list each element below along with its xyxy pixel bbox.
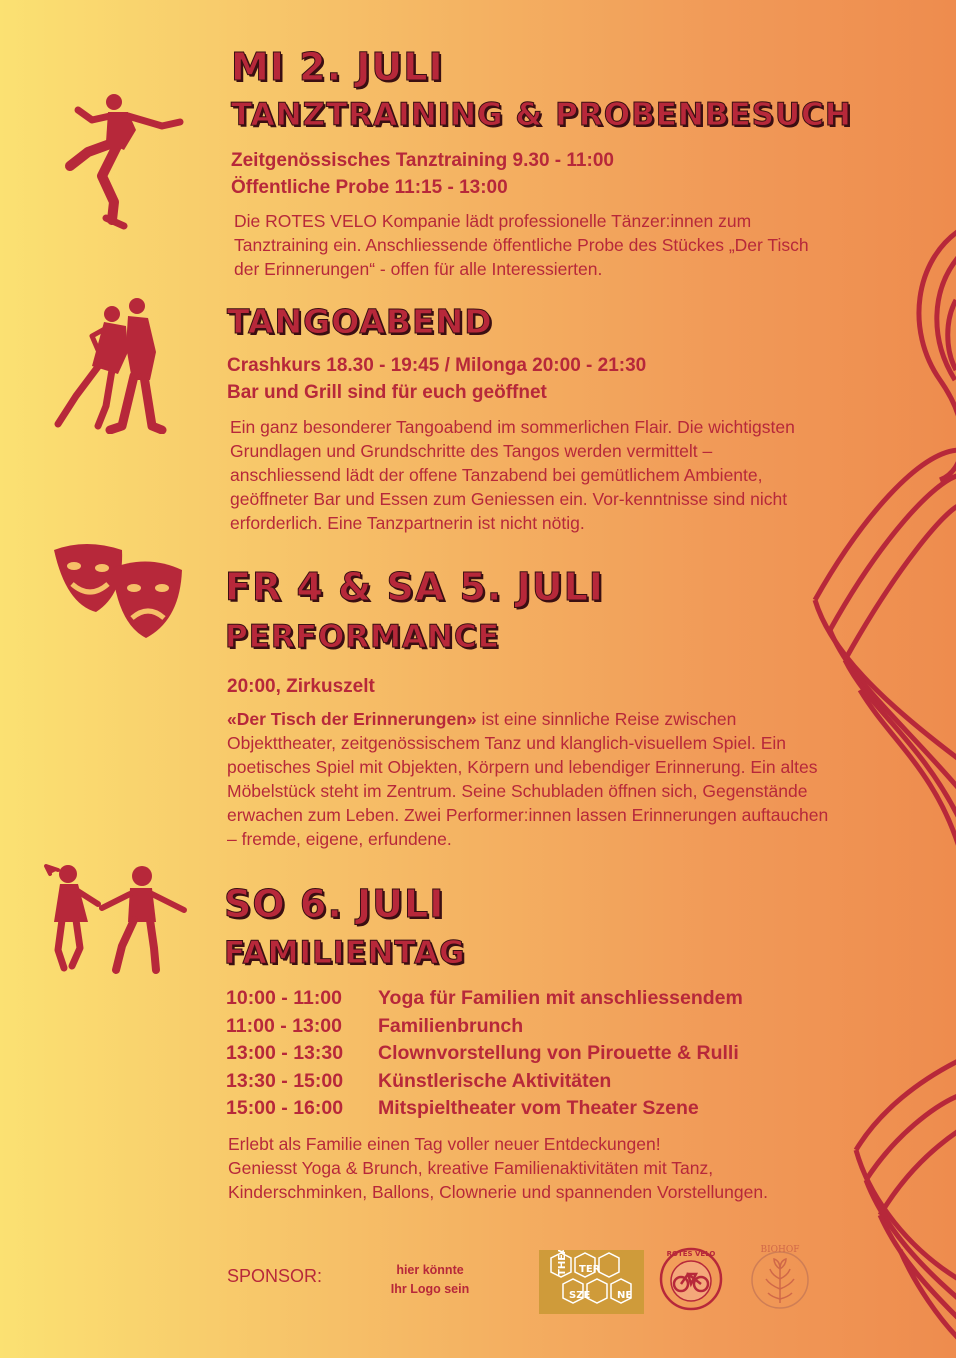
- schedule-activity: Mitspieltheater vom Theater Szene: [378, 1097, 699, 1119]
- section-4-title: SO 6. JULI: [224, 882, 445, 926]
- schedule-row: [226, 1097, 743, 1125]
- section-1-subtitle: TANZTRAINING & PROBENBESUCH: [231, 97, 852, 133]
- dancer-leaping-icon: [62, 90, 186, 232]
- schedule-time: 13:00 - 13:30: [226, 1042, 344, 1064]
- info-line: Öffentliche Probe 11:15 - 13:00: [231, 177, 508, 198]
- description-line: Objekttheater, zeitgenössischem Tanz und klanglich-visuellem Spiel. Ein: [227, 733, 787, 753]
- description-line: Kinderschminken, Ballons, Clownerie und spannenden Vorstellungen.: [228, 1182, 768, 1202]
- info-line: Bar und Grill sind für euch geöffnet: [227, 382, 547, 403]
- schedule-activity: Familienbrunch: [378, 1014, 524, 1037]
- logo-text: NE: [617, 1290, 633, 1301]
- logo-text: TER: [579, 1264, 601, 1275]
- info-line: Zeitgenössisches Tanztraining 9.30 - 11:00: [231, 150, 614, 171]
- section-1-title: MI 2. JULI: [231, 45, 444, 89]
- description-line: poetisches Spiel mit Objekten, Körpern und lebendiger Erinnerung. Ein altes: [227, 757, 818, 777]
- description-line: geöffneter Bar und Essen zum Geniessen ein. Vor-kenntnisse sind nicht: [230, 489, 788, 509]
- description-line: – fremde, eigene, erfundene.: [227, 829, 452, 849]
- schedule-activity: Künstlerische Aktivitäten: [378, 1069, 612, 1092]
- section-2-info: [227, 352, 646, 406]
- play-title: «Der Tisch der Erinnerungen»: [227, 709, 477, 729]
- schedule-row: [226, 1015, 743, 1043]
- description-line: Möbelstück steht im Zentrum. Seine Schubladen öffnen sich, Gegenstände: [227, 781, 808, 801]
- description-line: Ein ganz besonderer Tangoabend im sommerlichen Flair. Die wichtigsten: [230, 417, 795, 437]
- description-line: [227, 707, 917, 731]
- description-line: der Erinnerungen“ - offen für alle Interessierten.: [234, 259, 603, 279]
- description-line: erforderlich. Eine Tanzpartnerin ist nicht nötig.: [230, 513, 585, 533]
- rotes-velo-logo: [656, 1244, 726, 1314]
- section-3-description: [227, 707, 917, 851]
- section-2-title: TANGOABEND: [227, 302, 493, 341]
- section-3-title: FR 4 & SA 5. JULI: [225, 565, 604, 609]
- biohof-logo: [749, 1243, 811, 1313]
- schedule-row: [226, 987, 743, 1015]
- section-1-info: [231, 147, 614, 201]
- logo-text: THEA: [557, 1250, 568, 1276]
- section-2-description: [230, 415, 795, 535]
- info-line: 20:00, Zirkuszelt: [227, 676, 375, 697]
- info-line: Crashkurs 18.30 - 19:45 / Milonga 20:00 - 21:30: [227, 355, 647, 376]
- family-schedule: [226, 987, 743, 1125]
- section-3-info: [227, 673, 375, 700]
- description-line: Die ROTES VELO Kompanie lädt professionelle Tänzer:innen zum: [234, 211, 752, 231]
- section-3-subtitle: PERFORMANCE: [225, 619, 500, 655]
- theater-masks-icon: [50, 538, 186, 642]
- schedule-row: [226, 1070, 743, 1098]
- tango-couple-icon: [52, 296, 172, 434]
- description-line: anschliessend lädt der offene Tanzabend bei gemütlichem Ambiente,: [230, 465, 763, 485]
- section-4-subtitle: FAMILIENTAG: [224, 935, 466, 971]
- section-4-description: [228, 1132, 768, 1204]
- schedule-time: 15:00 - 16:00: [226, 1097, 344, 1119]
- placeholder-line: hier könnte: [396, 1263, 464, 1277]
- description-text: ist eine sinnliche Reise zwischen: [476, 709, 737, 729]
- schedule-time: 13:30 - 15:00: [226, 1069, 344, 1092]
- logo-placeholder: [380, 1261, 480, 1299]
- wheat-icon: [766, 1259, 794, 1303]
- description-line: Grundlagen und Grundschritte des Tangos werden vermittelt –: [230, 441, 713, 461]
- description-line: erwachen zum Leben. Zwei Performer:innen lassen Erinnerungen auftauchen: [227, 805, 829, 825]
- logo-text: BIOHOF: [760, 1245, 800, 1255]
- description-line: Erlebt als Familie einen Tag voller neuer Entdeckungen!: [228, 1134, 661, 1154]
- children-dancing-icon: [44, 860, 190, 976]
- description-line: Geniesst Yoga & Brunch, kreative Familienaktivitäten mit Tanz,: [228, 1158, 714, 1178]
- section-1-description: [234, 209, 809, 281]
- description-line: Tanztraining ein. Anschliessende öffentliche Probe des Stückes „Der Tisch: [234, 235, 809, 255]
- theater-szene-logo: [539, 1250, 644, 1314]
- logo-text: ROTES VELO: [666, 1250, 716, 1258]
- schedule-activity: Yoga für Familien mit anschliessendem: [378, 987, 743, 1009]
- schedule-row: [226, 1042, 743, 1070]
- schedule-time: 10:00 - 11:00: [226, 987, 343, 1009]
- sponsor-label: SPONSOR:: [227, 1266, 323, 1286]
- schedule-time: 11:00 - 13:00: [226, 1014, 343, 1037]
- schedule-activity: Clownvorstellung von Pirouette & Rulli: [378, 1042, 739, 1064]
- logo-text: SZE: [569, 1290, 591, 1301]
- placeholder-line: Ihr Logo sein: [390, 1282, 470, 1296]
